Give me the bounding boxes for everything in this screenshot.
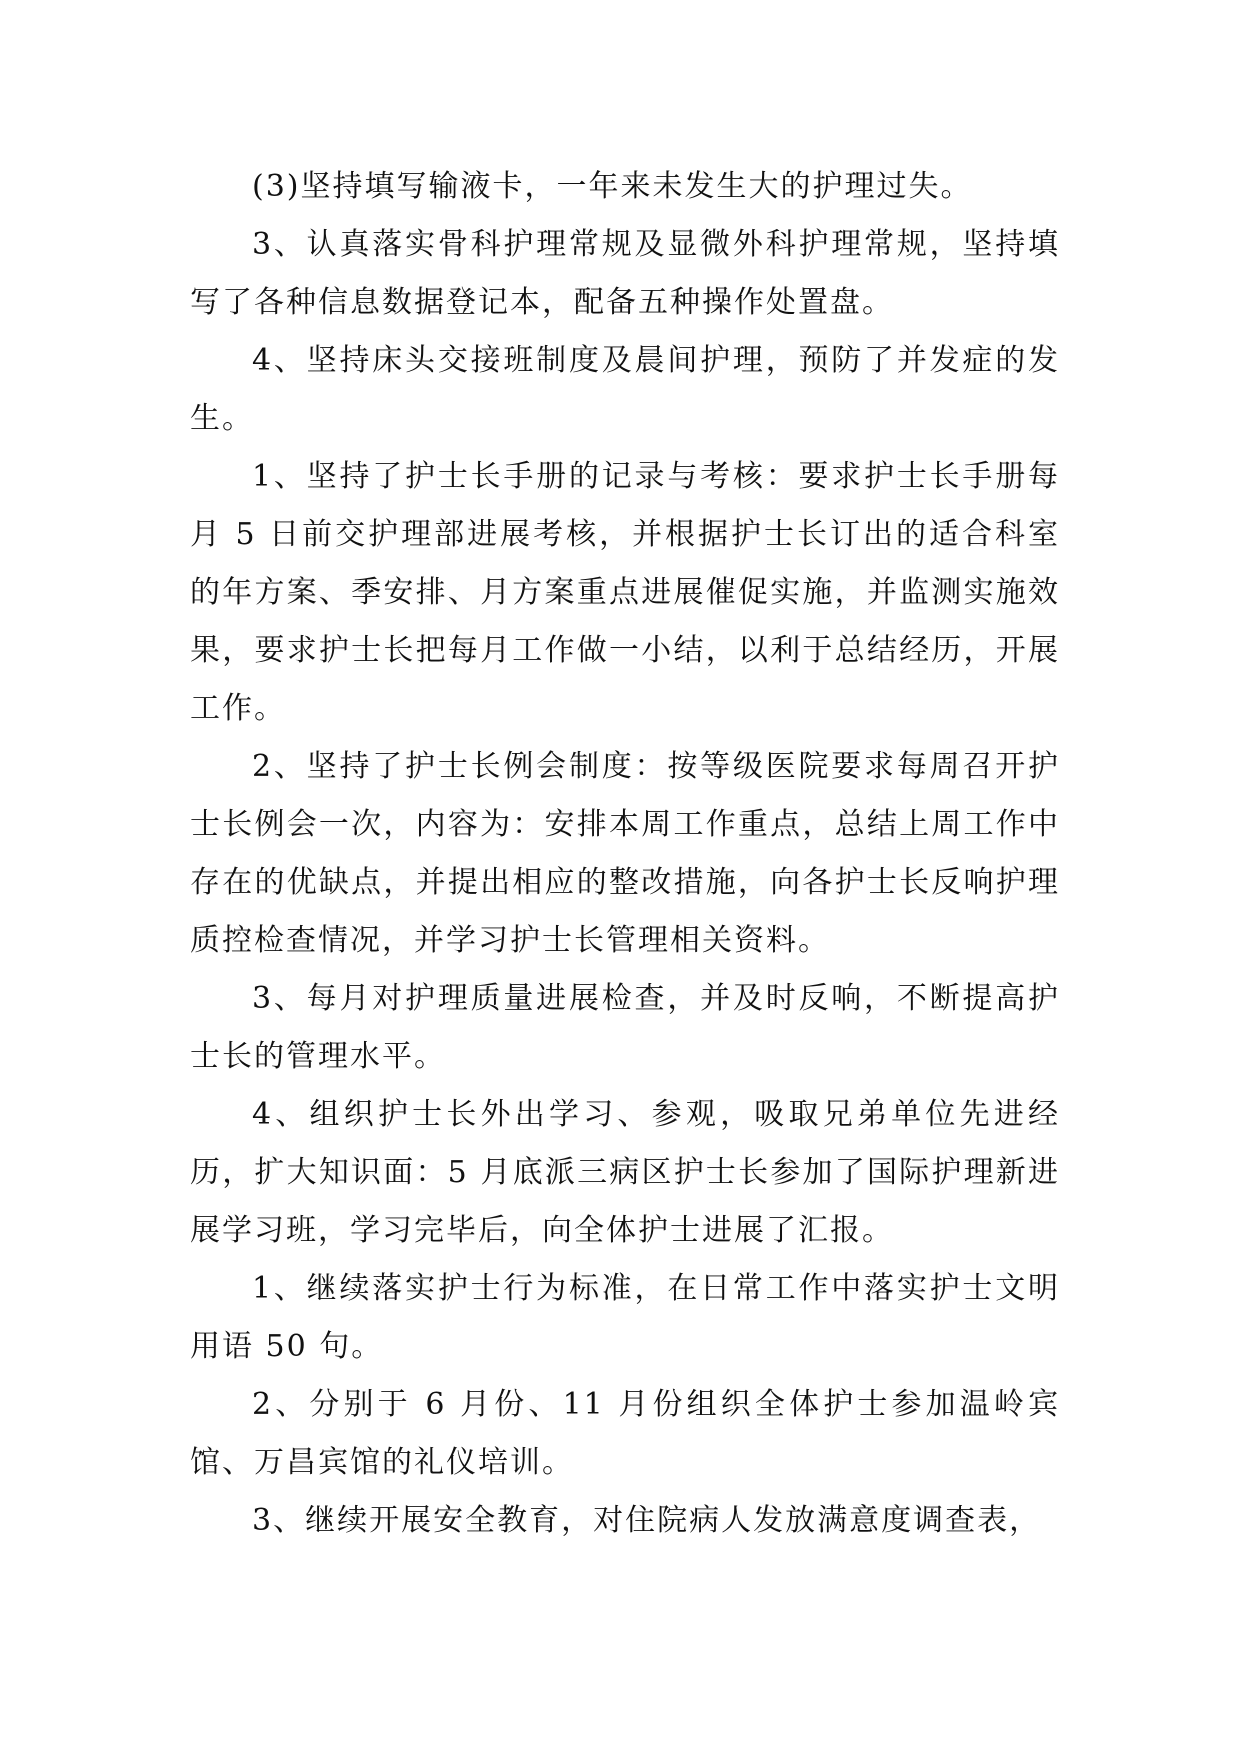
paragraph: 4、组织护士长外出学习、参观，吸取兄弟单位先进经历，扩大知识面：5 月底派三病区护士长参加了国际护理新进展学习班，学习完毕后，向全体护士进展了汇报。	[190, 1097, 1060, 1248]
paragraph: 3、每月对护理质量进展检查，并及时反响，不断提高护士长的管理水平。	[190, 981, 1060, 1074]
paragraph: 2、坚持了护士长例会制度：按等级医院要求每周召开护士长例会一次，内容为：安排本周工作重点，总结上周工作中存在的优缺点，并提出相应的整改措施，向各护士长反响护理质控检查情况，并学习护士长管理相关资料。	[190, 749, 1060, 958]
paragraph: (3)坚持填写输液卡，一年来未发生大的护理过失。	[252, 169, 973, 204]
paragraph: 3、认真落实骨科护理常规及显微外科护理常规，坚持填写了各种信息数据登记本，配备五种操作处置盘。	[190, 227, 1060, 320]
document-body	[190, 158, 1060, 1550]
paragraph: 1、坚持了护士长手册的记录与考核：要求护士长手册每月 5 日前交护理部进展考核，并根据护士长订出的适合科室的年方案、季安排、月方案重点进展催促实施，并监测实施效果，要求护士长把每月工作做一小结，以利于总结经历，开展工作。	[190, 459, 1060, 726]
paragraph: 3、继续开展安全教育，对住院病人发放满意度调查表，	[252, 1503, 1042, 1538]
paragraph: 1、继续落实护士行为标准，在日常工作中落实护士文明用语 50 句。	[190, 1271, 1060, 1364]
paragraph: 4、坚持床头交接班制度及晨间护理，预防了并发症的发生。	[190, 343, 1060, 436]
paragraph: 2、分别于 6 月份、11 月份组织全体护士参加温岭宾馆、万昌宾馆的礼仪培训。	[190, 1387, 1060, 1480]
